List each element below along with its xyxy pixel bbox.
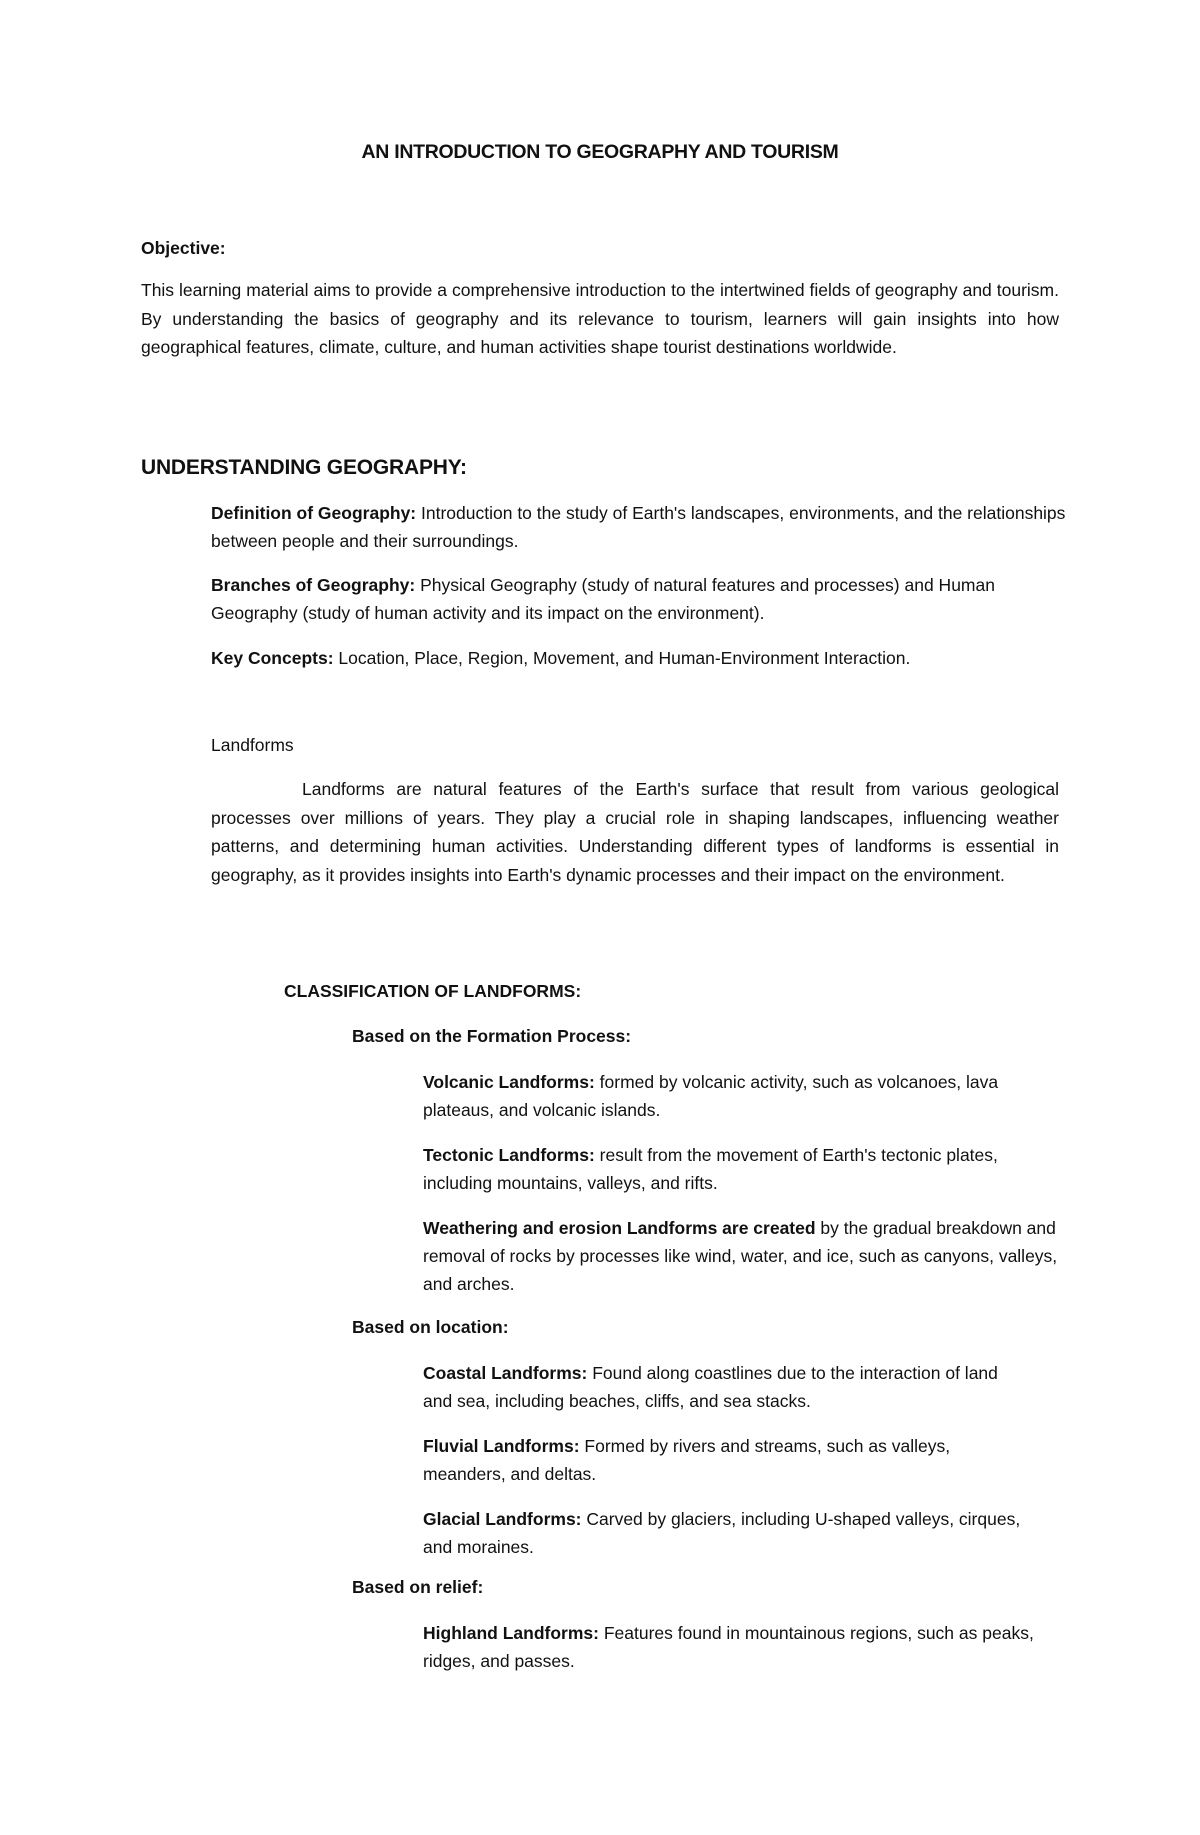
relief-heading: Based on relief: bbox=[352, 1577, 484, 1597]
tectonic-text: result from the movement of Earth's tectonic plates, including mountains, valleys, and rifts. bbox=[423, 1145, 998, 1193]
definition-item bbox=[211, 499, 1071, 555]
volcanic-term: Volcanic Landforms: bbox=[423, 1072, 595, 1092]
glacial-term: Glacial Landforms: bbox=[423, 1509, 582, 1529]
classification-heading: CLASSIFICATION OF LANDFORMS: bbox=[284, 981, 582, 1001]
tectonic-item bbox=[423, 1141, 1023, 1197]
landforms-heading: Landforms bbox=[211, 735, 294, 755]
highland-item bbox=[423, 1619, 1063, 1675]
document-title: AN INTRODUCTION TO GEOGRAPHY AND TOURISM bbox=[361, 141, 839, 163]
weathering-item bbox=[423, 1214, 1063, 1298]
tectonic-term: Tectonic Landforms: bbox=[423, 1145, 595, 1165]
glacial-text: Carved by glaciers, including U-shaped valleys, cirques, and moraines. bbox=[423, 1509, 1021, 1557]
key-concepts-item bbox=[211, 644, 1071, 672]
weathering-text: by the gradual breakdown and removal of rocks by processes like wind, water, and ice, such as canyons, valleys, and arches. bbox=[423, 1218, 1058, 1294]
volcanic-item bbox=[423, 1068, 1063, 1124]
coastal-item bbox=[423, 1359, 1023, 1415]
objective-paragraph: This learning material aims to provide a comprehensive introduction to the intertwined fields of geography and tourism. By understanding the basics of geography and its relevance to tourism, learners will gain insights into how geographical features, climate, culture, and human activities shape tourist destinations worldwide. bbox=[141, 280, 1059, 357]
branches-term: Branches of Geography: bbox=[211, 575, 416, 595]
coastal-term: Coastal Landforms: bbox=[423, 1363, 588, 1383]
fluvial-item bbox=[423, 1432, 1023, 1488]
weathering-term: Weathering and erosion Landforms are created bbox=[423, 1218, 816, 1238]
glacial-item bbox=[423, 1505, 1023, 1561]
coastal-text: Found along coastlines due to the interaction of land and sea, including beaches, cliffs, and sea stacks. bbox=[423, 1363, 998, 1411]
fluvial-term: Fluvial Landforms: bbox=[423, 1436, 580, 1456]
branches-text: Physical Geography (study of natural features and processes) and Human Geography (study of human activity and its impact on the environment). bbox=[211, 575, 995, 623]
location-heading: Based on location: bbox=[352, 1317, 509, 1337]
volcanic-text: formed by volcanic activity, such as volcanoes, lava plateaus, and volcanic islands. bbox=[423, 1072, 999, 1120]
landforms-paragraph: Landforms are natural features of the Earth's surface that result from various geological processes over millions of years. They play a crucial role in shaping landscapes, influencing weather patterns, and determining human activities. Understanding different types of landforms is essential in geography, as it provides insights into Earth's dynamic processes and their impact on the environment. bbox=[211, 779, 1059, 885]
branches-item bbox=[211, 571, 1051, 627]
highland-term: Highland Landforms: bbox=[423, 1623, 599, 1643]
formation-process-heading: Based on the Formation Process: bbox=[352, 1026, 632, 1046]
understanding-geography-heading: UNDERSTANDING GEOGRAPHY: bbox=[141, 456, 467, 479]
definition-term: Definition of Geography: bbox=[211, 503, 417, 523]
key-concepts-term: Key Concepts: bbox=[211, 648, 334, 668]
highland-text: Features found in mountainous regions, such as peaks, ridges, and passes. bbox=[423, 1623, 1034, 1671]
fluvial-text: Formed by rivers and streams, such as valleys, meanders, and deltas. bbox=[423, 1436, 951, 1484]
definition-text: Introduction to the study of Earth's landscapes, environments, and the relationships between people and their surroundings. bbox=[211, 503, 1066, 551]
objective-label: Objective: bbox=[141, 238, 226, 258]
key-concepts-text: Location, Place, Region, Movement, and Human-Environment Interaction. bbox=[333, 648, 911, 668]
